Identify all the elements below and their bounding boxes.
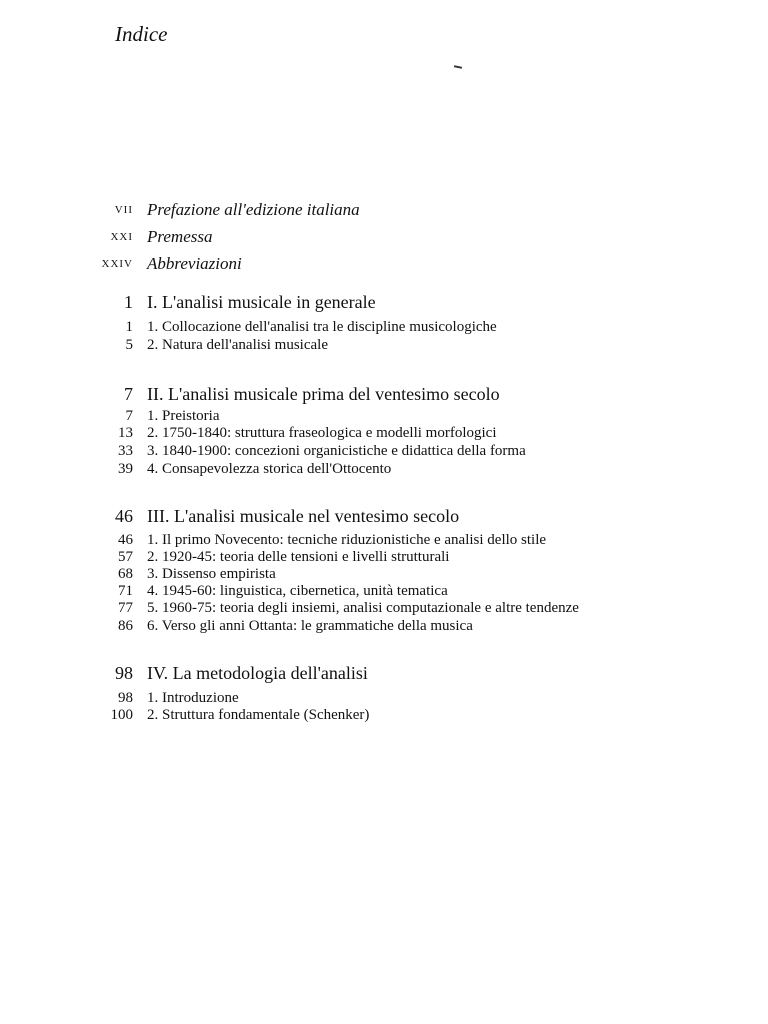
toc-section-label: 4. 1945-60: linguistica, cibernetica, unità tematica (147, 583, 448, 599)
toc-entry-label: Premessa (147, 227, 213, 246)
toc-page-number: 5 (125, 337, 133, 353)
toc-chapter-label: II. L'analisi musicale prima del ventesimo secolo (147, 384, 500, 404)
toc-section-label: 2. 1750-1840: struttura fraseologica e modelli morfologici (147, 425, 497, 441)
toc-page-number: 13 (118, 425, 133, 441)
toc-page-number: 33 (118, 443, 133, 459)
toc-entry-label: Abbreviazioni (147, 254, 242, 273)
toc-page-number: 100 (110, 707, 133, 723)
toc-section-label: 5. 1960-75: teoria degli insiemi, analisi computazionale e altre tendenze (147, 600, 579, 616)
toc-page-number: 1 (124, 292, 133, 312)
toc-entry-label: Prefazione all'edizione italiana (147, 200, 360, 219)
toc-section-label: 2. Struttura fondamentale (Schenker) (147, 707, 370, 723)
toc-section-label: 4. Consapevolezza storica dell'Ottocento (147, 461, 392, 477)
toc-page-number: 86 (118, 618, 133, 634)
toc-page-number: 57 (118, 549, 133, 565)
toc-page-number: 77 (118, 600, 133, 616)
toc-chapter-label: I. L'analisi musicale in generale (147, 292, 376, 312)
toc-page-number: 68 (118, 566, 133, 582)
toc-section-label: 3. 1840-1900: concezioni organicistiche e didattica della forma (147, 443, 526, 459)
toc-section-label: 1. Collocazione dell'analisi tra le discipline musicologiche (147, 319, 497, 335)
toc-page-number: XXI (110, 231, 133, 243)
page-title: Indice (115, 22, 168, 46)
toc-section-label: 1. Preistoria (147, 408, 220, 424)
toc-page-number: 46 (118, 532, 133, 548)
toc-page-number: VII (114, 204, 133, 216)
toc-section-label: 3. Dissenso empirista (147, 566, 276, 582)
toc-page-number: 71 (118, 583, 133, 599)
toc-page-number: 98 (118, 690, 133, 706)
toc-section-label: 6. Verso gli anni Ottanta: le grammatiche della musica (147, 618, 473, 634)
toc-page-number: XXIV (101, 258, 133, 270)
toc-section-label: 2. 1920-45: teoria delle tensioni e livelli strutturali (147, 549, 450, 565)
toc-page-number: 98 (115, 663, 133, 683)
toc-section-label: 2. Natura dell'analisi musicale (147, 337, 328, 353)
toc-page-number: 7 (124, 384, 133, 404)
toc-page-number: 1 (125, 319, 133, 335)
toc-chapter-label: III. L'analisi musicale nel ventesimo secolo (147, 506, 460, 526)
toc-section-label: 1. Il primo Novecento: tecniche riduzionistiche e analisi dello stile (147, 532, 547, 548)
scan-speck (454, 65, 462, 69)
toc-chapter-label: IV. La metodologia dell'analisi (147, 663, 368, 683)
toc-page-number: 46 (115, 506, 133, 526)
toc-page-number: 7 (125, 408, 133, 424)
toc-page-number: 39 (118, 461, 133, 477)
toc-section-label: 1. Introduzione (147, 690, 239, 706)
